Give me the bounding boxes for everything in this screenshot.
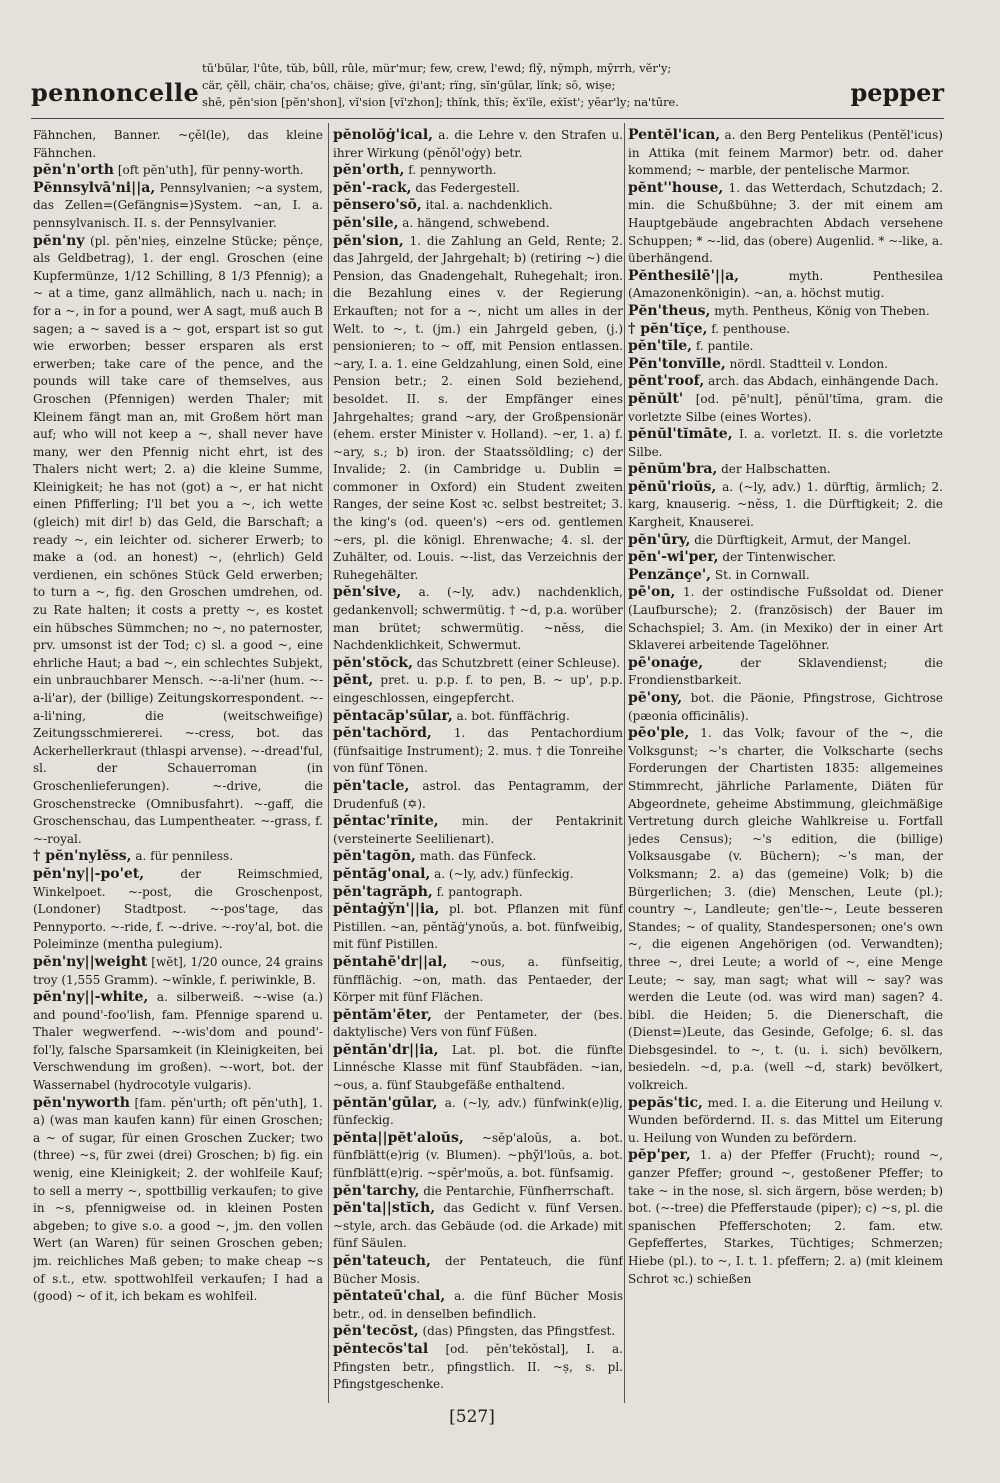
entry-definition: [od. pĕn'tekŏstal], I. a. Pfingsten betr., pfingstlich. II. ~ṣ, s. pl. Pfingstgeschenke. bbox=[333, 1341, 623, 1392]
dictionary-entry bbox=[333, 1200, 623, 1253]
entry-headword: Penzănçe', bbox=[628, 566, 712, 583]
entry-headword: pĕnt'roof, bbox=[628, 373, 705, 390]
dictionary-entry bbox=[628, 338, 943, 356]
entry-definition: ~sĕp'aloŭs, a. bot. fünfblätt(e)rig (v. Blumen). ~phy̆l'loŭs, a. bot. fünfblätt(e)rig. ~spĕr'moŭs, a. bot. fünfsamig. bbox=[333, 1130, 623, 1181]
column-rule bbox=[328, 123, 329, 1403]
dictionary-entry bbox=[333, 708, 623, 726]
entry-definition: f. pantograph. bbox=[436, 884, 523, 899]
entry-definition: (das) Pfingsten, das Pfingstfest. bbox=[422, 1324, 616, 1339]
entry-headword: pĕn'orth, bbox=[333, 162, 405, 179]
entry-definition: der Halbschatten. bbox=[721, 462, 831, 477]
dictionary-entry bbox=[333, 954, 623, 1007]
entry-headword: pĕn'stŏck, bbox=[333, 654, 413, 671]
dictionary-entry bbox=[628, 356, 943, 374]
entry-headword: pĕn'tagŏn, bbox=[333, 848, 416, 865]
entry-definition: 1. der ostindische Fußsoldat od. Diener (Laufbursche); 2. (französisch) der Bauer im Schachspiel; 3. Am. (in Mexiko) der in einer Art Sklaverei arbeitende Tagelöhner. bbox=[628, 585, 943, 653]
dictionary-entry bbox=[333, 1323, 623, 1341]
entry-definition: a. (~ly, adv.) nachdenklich, gedankenvoll; schwermütig. † ~d, p.a. worüber man brütet; schwermütig. ~nĕss, die Nachdenklichkeit, Schwermut. bbox=[333, 585, 623, 653]
entry-headword: pĕn'sion, bbox=[333, 232, 404, 249]
entry-headword: pĕntateū'chal, bbox=[333, 1288, 446, 1305]
dictionary-entry bbox=[33, 180, 323, 233]
entry-definition: pl. bot. Pflanzen mit fünf Pistillen. ~an, pĕntăġ'ynoŭs, a. bot. fünfweibig, mit fünf Pistillen. bbox=[333, 902, 623, 952]
entry-headword: pĕn'tachŏrd, bbox=[333, 725, 432, 742]
entry-headword: Pĕn'tonvĭlle, bbox=[628, 355, 726, 372]
dictionary-entry bbox=[333, 1288, 623, 1323]
entry-definition: f. penthouse. bbox=[711, 321, 791, 336]
dictionary-entry bbox=[333, 848, 623, 866]
entry-headword: pĕn'sive, bbox=[333, 584, 402, 601]
dictionary-entry bbox=[628, 180, 943, 268]
entry-definition: ital. a. nachdenklich. bbox=[425, 198, 553, 213]
entry-headword: pĕntecŏs'tal bbox=[333, 1340, 429, 1357]
page-header bbox=[31, 52, 944, 119]
entry-definition: myth. Pentheus, König von Theben. bbox=[714, 303, 930, 318]
entry-definition: astrol. das Pentagramm, der Drudenfuß (✡). bbox=[333, 778, 623, 811]
entry-headword: pĕntaġy̆n'||ia, bbox=[333, 901, 440, 918]
entry-definition: Pennsylvanien; ~a system, das Zellen=(Gefängnis=)System. ~an, I. a. pennsylvanisch. II. s. der Pennsylvanier. bbox=[33, 180, 323, 230]
entry-headword: Pentĕl'ican, bbox=[628, 127, 721, 143]
dictionary-entry bbox=[333, 233, 623, 585]
dictionary-entry bbox=[628, 532, 943, 550]
entry-headword: pĕn'-wi'per, bbox=[628, 549, 719, 566]
dictionary-entry bbox=[628, 479, 943, 532]
entry-headword: pĕnū'rioŭs, bbox=[628, 478, 717, 495]
entry-definition: das Federgestell. bbox=[415, 180, 520, 195]
entry-definition: 1. das Wetterdach, Schutzdach; 2. min. die Schußbühne; 3. der mit einem am Hauptgebäude angebrachten Abdach versehene Schuppen; * ~-lid, das (obere) Augenlid. * ~-like, a. überhängend. bbox=[628, 180, 943, 266]
column-middle bbox=[333, 127, 623, 1403]
entry-definition: bot. die Päonie, Pfingstrose, Gichtrose (pæonia officinālis). bbox=[628, 691, 943, 723]
entry-columns bbox=[31, 123, 944, 1403]
entry-headword: pĕn'tĭle, bbox=[628, 338, 693, 355]
entry-headword: pĕn'ny||-white, bbox=[33, 989, 149, 1006]
entry-definition: a. den Berg Pentelikus (Pentĕl'icus) in Attika (mit feinem Marmor) betr. od. daher kommend; ~ marble, der pentelische Marmor. bbox=[628, 128, 943, 178]
entry-definition: min. der Pentakrinit (versteinerte Seelilienart). bbox=[333, 814, 623, 846]
dictionary-entry bbox=[628, 1147, 943, 1288]
entry-definition: das Gedicht v. fünf Versen. ~style, arch. das Gebäude (od. die Arkade) mit fünf Säulen. bbox=[333, 1201, 623, 1251]
dictionary-entry bbox=[628, 321, 943, 339]
entry-headword: pĕnŭlt' bbox=[628, 390, 684, 407]
entry-headword: pĕn'tagrăph, bbox=[333, 883, 433, 900]
dictionary-entry bbox=[33, 162, 323, 180]
entry-definition: [od. pē'nult], pĕnŭl'tĭma, gram. die vorletzte Silbe (eines Wortes). bbox=[628, 391, 943, 424]
entry-headword: pĕntahē'dr||al, bbox=[333, 953, 448, 970]
entry-definition: a. bot. fünffächrig. bbox=[456, 708, 570, 723]
pronunciation-key-line: cär, çĕll, chäir, cha'os, chäise; gïve, ġi'ant; rïng, sĭn'gūlar, lĭnk; sō, wiṣe; bbox=[202, 78, 616, 92]
entry-headword: pĕnŭm'bra, bbox=[628, 461, 718, 478]
entry-definition: die Dürftigkeit, Armut, der Mangel. bbox=[694, 532, 912, 547]
dictionary-entry bbox=[628, 303, 943, 321]
dictionary-entry bbox=[333, 127, 623, 162]
dictionary-entry bbox=[628, 655, 943, 690]
entry-headword: pĕntăg'onal, bbox=[333, 865, 431, 882]
entry-definition: a. für penniless. bbox=[135, 849, 234, 864]
entry-definition: der Pentameter, der (bes. daktylische) Vers von fünf Füßen. bbox=[333, 1007, 623, 1040]
entry-definition: der Reimschmied, Winkelpoet. ~-post, die Groschenpost, (Londoner) Stadtpost. ~-pos'tage, das Pennyporto. ~-ride, f. ~-drive. ~-roy'al, bot. die Poleiminze (mentha pulegium). bbox=[33, 866, 323, 952]
entry-headword: pĕnta||pĕt'aloŭs, bbox=[333, 1129, 464, 1146]
dictionary-entry bbox=[333, 197, 623, 215]
dictionary-entry bbox=[33, 848, 323, 866]
entry-definition: math. das Fünfeck. bbox=[419, 849, 537, 864]
entry-definition: I. a. vorletzt. II. s. die vorletzte Silbe. bbox=[628, 427, 943, 459]
entry-headword: pĕn'tarchy, bbox=[333, 1182, 420, 1199]
dictionary-entry bbox=[333, 1095, 623, 1130]
dictionary-entry bbox=[628, 127, 943, 180]
entry-headword: pĕp'per, bbox=[628, 1147, 691, 1164]
entry-definition: die Pentarchie, Fünfherrschaft. bbox=[423, 1183, 615, 1198]
entry-definition: (pl. pĕn'nieṣ, einzelne Stücke; pĕnçe, als Geldbetrag), 1. der engl. Groschen (eine Kupfermünze, 1/12 Schilling, 8 1/3 Pfennig); a ~ at a time, ganz allmählich, nach u. nach; in for a ~, in for a pound, wer A sagt, muß auch B sagen; a ~ saved is a ~ got, erspart ist so gut wie erworben; besser ersparen als erst erwerben; take care of the pence, and the pounds will take care of themselves, aus Groschen (Pfennigen) werden Thaler; mit Kleinem fängt man an, mit Großem hört man auf; who will not keep a ~, shall never have many, wer den Pfennig nicht ehrt, ist des Thalers nicht wert; 2. a) die kleine Summe, Kleinigkeit; he has not (got) a ~, er hat nicht einen Pfifferling; I'll bet you a ~, ich wette (gleich) mit dir! b) das Geld, die Barschaft; a ready ~, ein leichter od. sicherer Erwerb; to make a (od. an honest) ~, (ehrlich) Geld verdienen, ein schönes Stück Geld erwerben; to turn a ~, fig. den Groschen umdrehen, od. zu Rate halten; it costs a pretty ~, es kostet ein hübsches Sümmchen; no ~, no paternoster, prv. umsonst ist der Tod; c) sl. a good ~, eine ehrliche Haut; a bad ~, ein schlechtes Subjekt, ein unbrauchbarer Mensch. ~-a-li'ner (hum. ~-a-li'ar), der (billige) Zeitungskorrespondent. ~-a-li'ning, die (weitschweifige) Zeitungsschmiererei. ~-cress, bot. das Ackerhellerkraut (thlaspi arvense). ~-dread'ful, sl. der Schauerroman (in Groschenlieferungen). ~-drive, die Groschenstrecke (Omnibusfahrt). ~-gaff, die Groschenschau, das Lumpentheater. ~-grass, f. ~-royal. bbox=[33, 233, 323, 846]
dictionary-entry bbox=[628, 268, 943, 303]
dictionary-entry bbox=[628, 373, 943, 391]
dictionary-entry bbox=[333, 1130, 623, 1183]
entry-definition: 1. das Pentachordium (fünfsaitige Instrument); 2. mus. † die Tonreihe von fünf Tönen. bbox=[333, 726, 623, 776]
entry-definition: [wĕt], 1/20 ounce, 24 grains troy (1,555 Gramm). ~wĭnkle, f. periwinkle, B. bbox=[33, 954, 323, 987]
dictionary-entry bbox=[628, 584, 943, 654]
dictionary-entry bbox=[333, 1007, 623, 1042]
entry-headword: pĕnolŏġ'ical, bbox=[333, 127, 434, 143]
entry-definition: ~ous, a. fünfseitig, fünfflächig. ~on, math. das Pentaeder, der Körper mit fünf Flächen. bbox=[333, 954, 623, 1005]
entry-definition: a. (~ly, adv.) 1. dürftig, ärmlich; 2. karg, knauserig. ~nĕss, 1. die Dürftigkeit; 2. die Kargheit, Knauserei. bbox=[628, 479, 943, 530]
column-right bbox=[628, 127, 943, 1403]
entry-definition: 1. das Volk; favour of the ~, die Volksgunst; ~'s charter, die Volkscharte (sechs Forderungen der Chartisten 1835: allgemeines Stimmrecht, jährliche Parlamente, Diäten für Abgeordnete, geheime Abstimmung, gleichmäßige Vertretung durch gleiche Wahlkreise u. Fortfall jedes Census); ~'s edition, die (billige) Volksausgabe (v. Büchern); ~'s man, der Volksmann; 2. a) das (gemeine) Volk; b) die Bürgerlichen; 3. (die) Menschen, Leute (pl.); country ~, Landleute; gen'tle-~, Leute besseren Standes; ~ of quality, Standespersonen; one's own ~, die eigenen Angehörigen (od. Verwandten); three ~, drei Leute; a world of ~, eine Menge Leute; ~ say, man sagt; what will ~ say? was werden die Leute (od. was wird man) sagen? 4. bibl. die Heiden; 5. die Dienerschaft, die (Dienst=)Leute, das Gesinde, Gefolge; 6. sl. das Diebsgesindel. to ~, t. (u. i. sich) bevölkern, besiedeln. ~d, p.a. (well ~d, stark) bevölkert, volkreich. bbox=[628, 726, 943, 1093]
entry-definition: med. I. a. die Eiterung und Heilung v. Wunden befördernd. II. s. das Mittel um Eiterung u. Heilung von Wunden zu befördern. bbox=[628, 1095, 943, 1145]
entry-headword: pĕn'nyworth bbox=[33, 1094, 130, 1111]
pronunciation-key bbox=[202, 60, 794, 111]
entry-headword: pĕntăm'ēter, bbox=[333, 1006, 433, 1023]
entry-headword: pĕnt''house, bbox=[628, 179, 724, 196]
dictionary-entry bbox=[33, 954, 323, 989]
dictionary-entry bbox=[333, 1042, 623, 1095]
guide-word-left: pennoncelle bbox=[31, 78, 200, 107]
entry-headword: pĕn'ūry, bbox=[628, 531, 691, 548]
dictionary-entry bbox=[333, 901, 623, 954]
dictionary-entry bbox=[628, 391, 943, 426]
entry-definition: der Sklavendienst; die Frondienstbarkeit. bbox=[628, 655, 943, 688]
entry-headword: pē'onaġe, bbox=[628, 654, 704, 671]
entry-definition: pret. u. p.p. f. to pen, B. ~ up', p.p. eingeschlossen, eingepfercht. bbox=[333, 673, 623, 705]
dictionary-entry bbox=[333, 162, 623, 180]
entry-definition: Fähnchen, Banner. ~çĕl(le), das kleine Fähnchen. bbox=[33, 128, 323, 160]
entry-definition: der Pentateuch, die fünf Bücher Mosis. bbox=[333, 1254, 623, 1286]
entry-definition: [fam. pĕn'urth; oft pĕn'uth], 1. a) (was man kaufen kann) für einen Groschen; a ~ of sugar, für einen Groschen Zucker; two (three) ~s, für zwei (drei) Groschen; b) fig. ein wenig, eine Kleinigkeit; 2. der wohlfeile Kauf; to sell a merry ~, spottbillig verkaufen; to give in ~s, pfennigweise od. in kleinen Posten abgeben; to give s.o. a good ~, jm. den vollen Wert (an Waren) für seinen Groschen geben; jm. reichliches Maß geben; to make cheap ~s of s.t., etw. spottwohlfeil verkaufen; I had a (good) ~ of it, ich bekam es wohlfeil. bbox=[33, 1095, 323, 1304]
entry-definition: [oft pĕn'uth], für penny-worth. bbox=[117, 163, 304, 178]
dictionary-entry bbox=[33, 233, 323, 849]
dictionary-entry bbox=[333, 866, 623, 884]
entry-headword: Pĕnthesilē'||a, bbox=[628, 267, 740, 284]
entry-headword: pĕn'ny bbox=[33, 232, 85, 249]
entry-headword: pĕn'-rack, bbox=[333, 179, 412, 196]
entry-definition: myth. Penthesilea (Amazonenkönigin). ~an, a. höchst mutig. bbox=[628, 268, 943, 301]
pronunciation-key-line: shē, pĕn'sion [pĕn'shon], vĭ'sion [vĭ'zhon]; thĭnk, thĭs; ĕx'ĭle, eẋĭst'; yēar'ly; na'tūre. bbox=[202, 95, 679, 109]
dictionary-entry bbox=[33, 989, 323, 1095]
dictionary-entry bbox=[333, 725, 623, 778]
entry-definition: der Tintenwischer. bbox=[722, 550, 836, 565]
entry-headword: pepăs'tic, bbox=[628, 1094, 703, 1111]
entry-headword: pĕn'tecŏst, bbox=[333, 1323, 419, 1340]
entry-headword: Pĕn'theus, bbox=[628, 302, 711, 319]
dictionary-entry bbox=[628, 690, 943, 725]
entry-definition: nördl. Stadtteil v. London. bbox=[729, 356, 888, 371]
entry-definition: a. hängend, schwebend. bbox=[402, 215, 550, 230]
entry-headword: pĕn'n'orth bbox=[33, 162, 114, 179]
entry-headword: † pĕn'nylĕss, bbox=[33, 848, 132, 865]
entry-definition: f. pennyworth. bbox=[408, 163, 497, 178]
entry-headword: Pĕnnsylvā'ni||a, bbox=[33, 179, 156, 196]
dictionary-entry bbox=[628, 426, 943, 461]
entry-headword: pĕn'tacle, bbox=[333, 777, 410, 794]
entry-definition: 1. a) der Pfeffer (Frucht); round ~, ganzer Pfeffer; ground ~, gestoßener Pfeffer; to take ~ in the nose, sl. sich ärgern, böse werden; b) bot. (~-tree) die Pfefferstaude (piper); c) ~s, pl. die spanischen Pfefferschoten; 2. fam. etw. Gepfeffertes, Starkes, Tüchtiges; Schmerzen; Hiebe (pl.). to ~, I. t. 1. pfeffern; 2. a) (mit kleinem Schrot ꝛc.) schießen bbox=[628, 1148, 943, 1286]
entry-headword: pĕn'sile, bbox=[333, 214, 399, 231]
page-number: [527] bbox=[449, 1407, 495, 1427]
dictionary-entry bbox=[333, 884, 623, 902]
entry-definition: St. in Cornwall. bbox=[714, 567, 810, 582]
dictionary-entry bbox=[628, 725, 943, 1094]
dictionary-entry bbox=[333, 1183, 623, 1201]
entry-definition: a. (~ly, adv.) fünfeckig. bbox=[434, 866, 574, 881]
entry-definition: arch. das Abdach, einhängende Dach. bbox=[708, 374, 939, 389]
dictionary-entry bbox=[333, 672, 623, 707]
entry-definition: das Schutzbrett (einer Schleuse). bbox=[416, 655, 621, 670]
entry-headword: pē'on, bbox=[628, 584, 676, 601]
dictionary-entry bbox=[333, 584, 623, 654]
dictionary-entry bbox=[33, 127, 323, 162]
dictionary-entry bbox=[33, 1095, 323, 1306]
entry-headword: pē'ony, bbox=[628, 690, 683, 706]
entry-headword: † pĕn'tĭçe, bbox=[628, 320, 708, 337]
pronunciation-key-line: tū'būlar, l'ûte, tŭb, bûll, rûle, mür'mur; few, crew, l'ewd; flȳ, nȳmph, mȳrrh, vĕr'y; bbox=[202, 61, 672, 75]
dictionary-entry bbox=[628, 549, 943, 567]
dictionary-entry bbox=[333, 215, 623, 233]
entry-headword: pĕntacăp'sūlar, bbox=[333, 707, 453, 724]
dictionary-entry bbox=[333, 778, 623, 813]
dictionary-entry bbox=[333, 1253, 623, 1288]
dictionary-entry bbox=[628, 1095, 943, 1148]
dictionary-entry bbox=[628, 461, 943, 479]
column-rule bbox=[624, 123, 625, 1403]
entry-headword: pĕn'ny||weight bbox=[33, 953, 148, 970]
entry-definition: f. pantile. bbox=[695, 339, 754, 354]
entry-headword: pĕn'ta||stĭch, bbox=[333, 1200, 436, 1217]
entry-headword: pĕnŭl'tĭmāte, bbox=[628, 426, 733, 443]
dictionary-entry bbox=[333, 813, 623, 848]
dictionary-entry bbox=[628, 567, 943, 585]
entry-headword: pĕntac'rĭnite, bbox=[333, 813, 439, 830]
entry-headword: pĕn'tateuch, bbox=[333, 1253, 431, 1269]
entry-headword: pĕntăn'gūlar, bbox=[333, 1094, 438, 1111]
entry-definition: a. die Lehre v. den Strafen u. ihrer Wirkung (pĕnŏl'oġy) betr. bbox=[333, 128, 623, 160]
entry-definition: a. die fünf Bücher Mosis betr., od. in denselben befindlich. bbox=[333, 1289, 623, 1321]
entry-headword: pēo'ple, bbox=[628, 725, 690, 742]
entry-headword: pĕnsero'sō, bbox=[333, 197, 422, 214]
entry-definition: Lat. pl. bot. die fünfte Linnésche Klasse mit fünf Staubfäden. ~ian, ~ous, a. fünf Staubgefäße enthaltend. bbox=[333, 1042, 623, 1093]
entry-headword: pĕn'ny||-po'et, bbox=[33, 865, 145, 882]
dictionary-entry bbox=[33, 866, 323, 954]
column-left bbox=[33, 127, 323, 1403]
entry-definition: 1. die Zahlung an Geld, Rente; 2. das Jahrgeld, der Jahrgehalt; b) (retiring ~) die Pension, das Gnadengehalt, Ruhegehalt; iron. die Bezahlung eines v. der Regierung Erkauften; not for a ~, nicht um alles in der Welt. to ~, t. (jm.) ein Jahrgeld geben, (j.) pensionieren; to ~ off, mit Pension entlassen. ~ary, I. a. 1. eine Geldzahlung, einen Sold, eine Pension betr.; 2. einen Sold beziehend, besoldet. II. s. der Empfänger eines Jahrgehaltes; grand ~ary, der Großpensionär (ehem. erster Minister v. Holland). ~er, 1. a) f. ~ary, s.; b) iron. der Staatssöldling; c) der Invalide; 2. (in Cambridge u. Dublin = commoner in Oxford) ein Student zweiten Ranges, der seine Kost ꝛc. selbst bestreitet; 3. the king's (od. queen's) ~ers od. gentlemen ~ers, pl. die königl. Ehrenwache; 4. sl. der Zuhälter, od. Louis. ~-list, das Verzeichnis der Ruhegehälter. bbox=[333, 233, 623, 582]
entry-headword: pĕnt, bbox=[333, 672, 374, 689]
guide-word-right: pepper bbox=[850, 78, 944, 107]
entry-headword: pĕntăn'dr||ia, bbox=[333, 1041, 439, 1058]
entry-definition: a. silberweiß. ~-wise (a.) and pound'-foo'lish, fam. Pfennige sparend u. Thaler wegwerfend. ~-wis'dom and pound'-fol'ly, falsche Sparsamkeit (in Kleinigkeiten, bei Verschwendung im großen). ~-wort, bot. der Wassernabel (hydrocotyle vulgaris). bbox=[33, 990, 323, 1093]
entry-definition: a. (~ly, adv.) fünfwink(e)lig, fünfeckig. bbox=[333, 1095, 623, 1128]
dictionary-entry bbox=[333, 655, 623, 673]
dictionary-entry bbox=[333, 1341, 623, 1394]
dictionary-entry bbox=[333, 180, 623, 198]
